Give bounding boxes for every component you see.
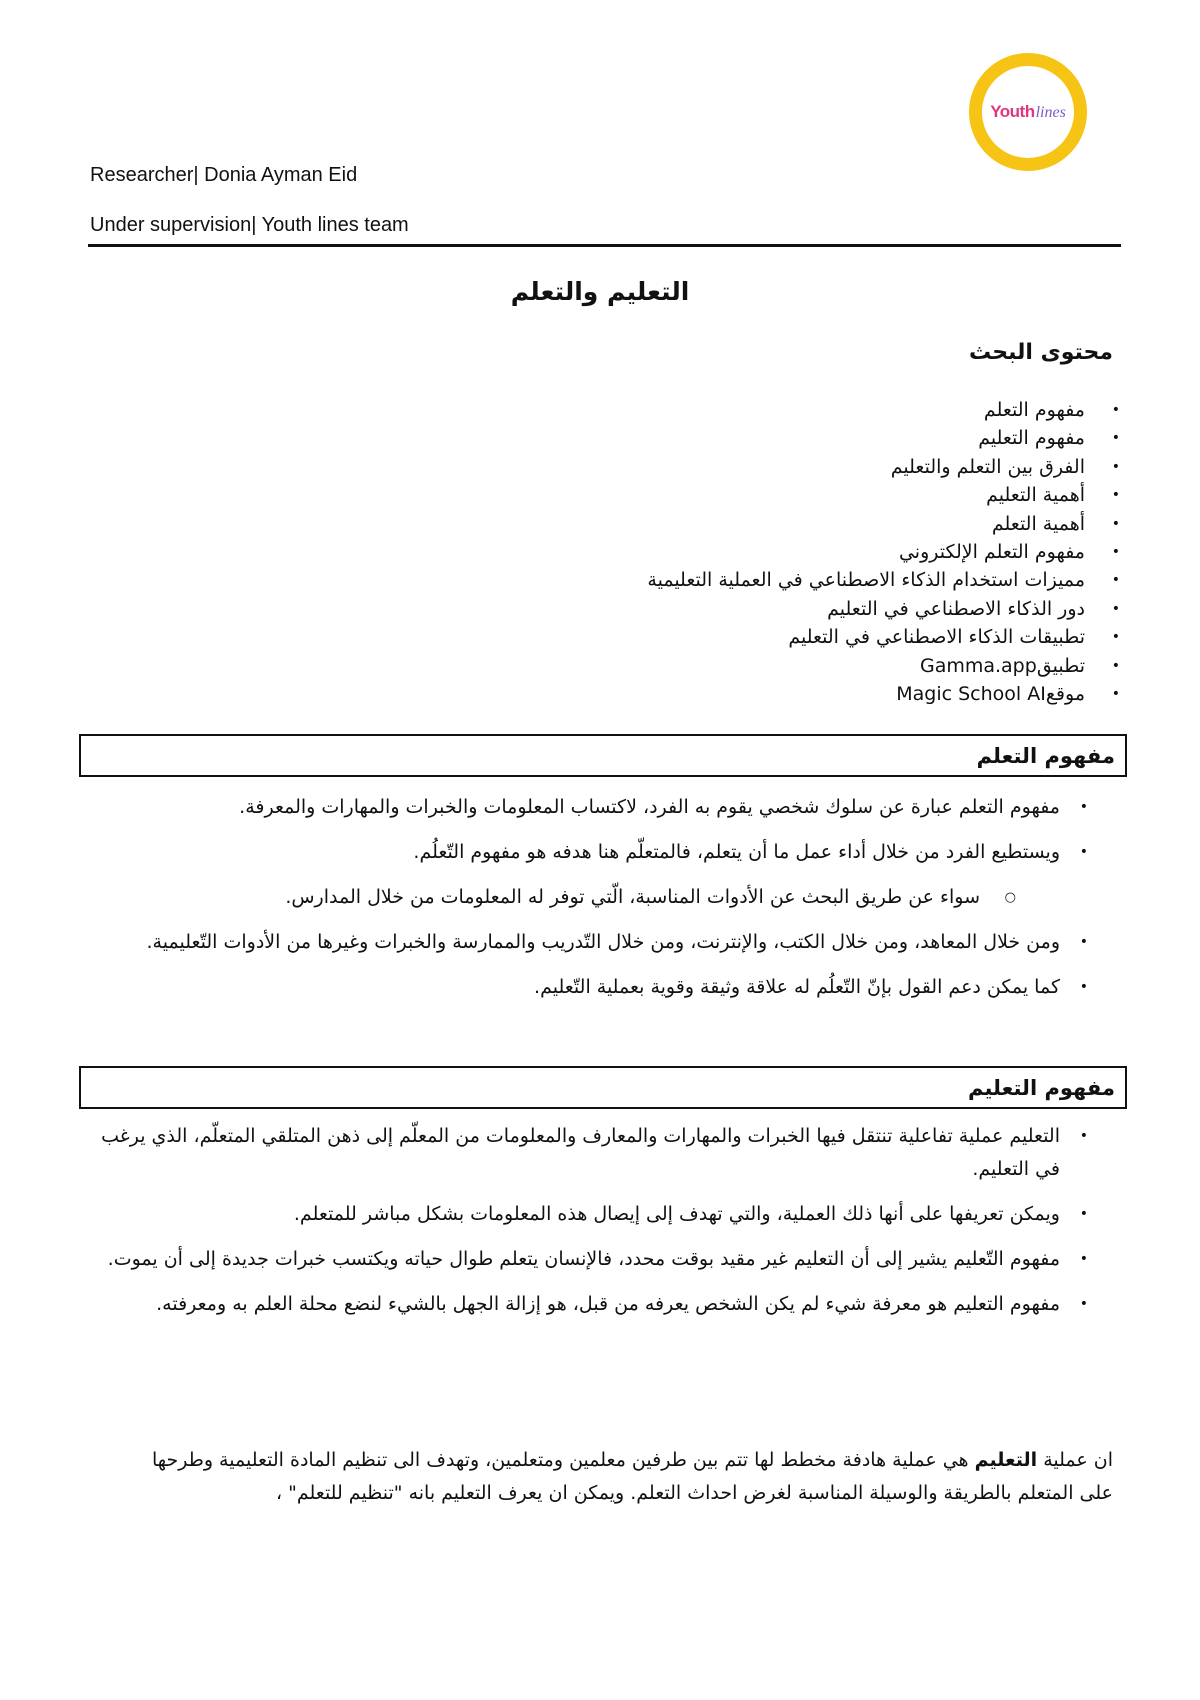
- toc-item: • موقعMagic School AI: [647, 680, 1085, 708]
- list-item: • ويمكن تعريفها على أنها ذلك العملية، والتي تهدف إلى إيصال هذه المعلومات بشكل مباشر للمتعلم.: [90, 1198, 1060, 1231]
- toc-item: • تطبيقات الذكاء الاصطناعي في التعليم: [647, 623, 1085, 651]
- list-item: • ومن خلال المعاهد، ومن خلال الكتب، والإنترنت، ومن خلال التّدريب والممارسة والخبرات وغيرها من الأدوات التّعليمية.: [90, 926, 1060, 959]
- closing-paragraph: [120, 1444, 1113, 1510]
- toc-list: [647, 396, 1120, 708]
- list-subitem: ○ سواء عن طريق البحث عن الأدوات المناسبة، الّتي توفر له المعلومات من خلال المدارس.: [90, 881, 980, 914]
- list-item: • مفهوم التعليم هو معرفة شيء لم يكن الشخص يعرفه من قبل، هو إزالة الجهل بالشيء لنضع محلة العلم به ومعرفته.: [90, 1288, 1060, 1321]
- list-item: • مفهوم التعلم عبارة عن سلوك شخصي يقوم به الفرد، لاكتساب المعلومات والخبرات والمهارات والمعرفة.: [90, 791, 1060, 824]
- toc-item: • تطبيقGamma.app: [647, 652, 1085, 680]
- closing-bold-term: التعليم: [974, 1449, 1038, 1471]
- toc-item: • أهمية التعليم: [647, 481, 1085, 509]
- list-item: • التعليم عملية تفاعلية تنتقل فيها الخبرات والمهارات والمعارف والمعلومات من المعلّم إلى ذهن المتلقي المتعلّم، الذي يرغب في التعليم.: [90, 1120, 1060, 1186]
- learning-bullets: [90, 791, 1060, 1016]
- section-heading-teaching: مفهوم التعليم: [79, 1066, 1127, 1109]
- header-divider: [88, 244, 1121, 247]
- toc-item: • دور الذكاء الاصطناعي في التعليم: [647, 595, 1085, 623]
- list-item: • ويستطيع الفرد من خلال أداء عمل ما أن يتعلم، فالمتعلّم هنا هدفه هو مفهوم التّعلُم.: [90, 836, 1060, 869]
- toc-item: • مفهوم التعلم الإلكتروني: [647, 538, 1085, 566]
- section-heading-learning: مفهوم التعلم: [79, 734, 1127, 777]
- logo-text-lines: lines: [1035, 104, 1066, 121]
- toc-item: • مفهوم التعليم: [647, 424, 1085, 452]
- list-item: • مفهوم التّعليم يشير إلى أن التعليم غير مقيد بوقت محدد، فالإنسان يتعلم طوال حياته ويكتسب خبرات جديدة إلى أن يموت.: [90, 1243, 1060, 1276]
- toc-item: • الفرق بين التعلم والتعليم: [647, 453, 1085, 481]
- toc-item: • أهمية التعلم: [647, 510, 1085, 538]
- closing-rest: هي عملية هادفة مخطط لها تتم بين طرفين معلمين ومتعلمين، وتهدف الى تنظيم المادة التعليمية وطرحها على المتعلم بالطريقة والوسيلة المناسبة لغرض احداث التعلم. ويمكن ان يعرف التعليم بانه "تنظيم للتعلم" ،: [151, 1449, 1113, 1504]
- supervision-line: Under supervision| Youth lines team: [90, 214, 409, 236]
- logo-text-youth: Youth: [990, 102, 1035, 121]
- toc-item: • مفهوم التعلم: [647, 396, 1085, 424]
- researcher-line: Researcher| Donia Ayman Eid: [90, 164, 358, 186]
- teaching-bullets: [90, 1120, 1060, 1333]
- closing-prefix: ان عملية: [1037, 1449, 1113, 1471]
- list-item: • كما يمكن دعم القول بإنّ التّعلُم له علاقة وثيقة وقوية بعملية التّعليم.: [90, 971, 1060, 1004]
- youth-lines-logo: [969, 53, 1087, 171]
- page-title: التعليم والتعلم: [510, 277, 690, 306]
- logo-text: [990, 102, 1066, 122]
- toc-heading: محتوى البحث: [969, 340, 1113, 365]
- toc-item: • مميزات استخدام الذكاء الاصطناعي في العملية التعليمية: [647, 566, 1085, 594]
